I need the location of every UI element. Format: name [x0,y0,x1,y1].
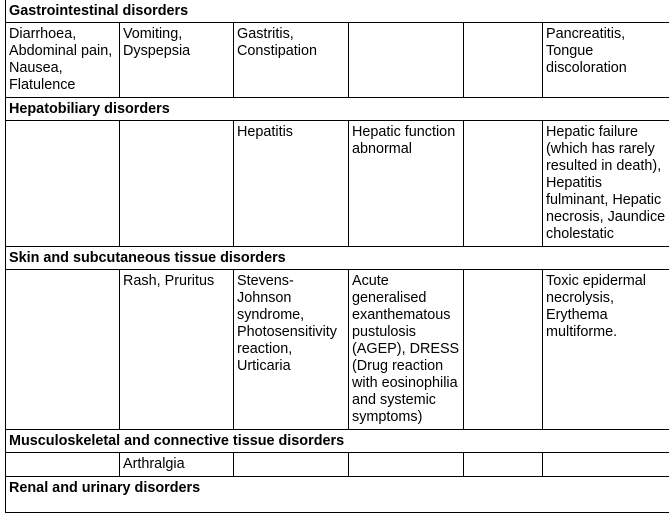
section-header-row [6,0,669,23]
table-cell [6,270,120,430]
section-title: Renal and urinary disorders [6,477,669,513]
table-cell [6,453,120,477]
table-cell [120,121,234,247]
table-row [6,121,669,247]
table-cell: Hepatic function abnormal [349,121,464,247]
section-title: Gastrointestinal disorders [6,0,669,23]
table-cell: Vomiting, Dyspepsia [120,23,234,98]
table-cell: Gastritis, Constipation [234,23,349,98]
table-cell [543,453,669,477]
section-header-row [6,247,669,270]
table-cell: Acute generalised exanthematous pustulosis (AGEP), DRESS (Drug reaction with eosinophilia and systemic symptoms) [349,270,464,430]
table-cell [464,270,543,430]
table-row [6,270,669,430]
table-cell: Rash, Pruritus [120,270,234,430]
table-row [6,453,669,477]
table-cell: Toxic epidermal necrolysis, Erythema multiforme. [543,270,669,430]
adverse-reactions-table [5,0,669,513]
table-cell [349,23,464,98]
table-cell [349,453,464,477]
table-cell: Diarrhoea, Abdominal pain, Nausea, Flatulence [6,23,120,98]
section-title: Skin and subcutaneous tissue disorders [6,247,669,270]
section-header-row [6,477,669,513]
section-header-row [6,430,669,453]
table-cell: Arthralgia [120,453,234,477]
table-cell: Stevens-Johnson syndrome, Photosensitivity reaction, Urticaria [234,270,349,430]
table-cell [464,453,543,477]
table-cell: Pancreatitis, Tongue discoloration [543,23,669,98]
table-row [6,23,669,98]
section-title: Hepatobiliary disorders [6,98,669,121]
table-cell [464,23,543,98]
table-cell [464,121,543,247]
table-cell [6,121,120,247]
table-cell: Hepatic failure (which has rarely resulted in death), Hepatitis fulminant, Hepatic necrosis, Jaundice cholestatic [543,121,669,247]
table-cell: Hepatitis [234,121,349,247]
section-header-row [6,98,669,121]
section-title: Musculoskeletal and connective tissue disorders [6,430,669,453]
table-cell [234,453,349,477]
